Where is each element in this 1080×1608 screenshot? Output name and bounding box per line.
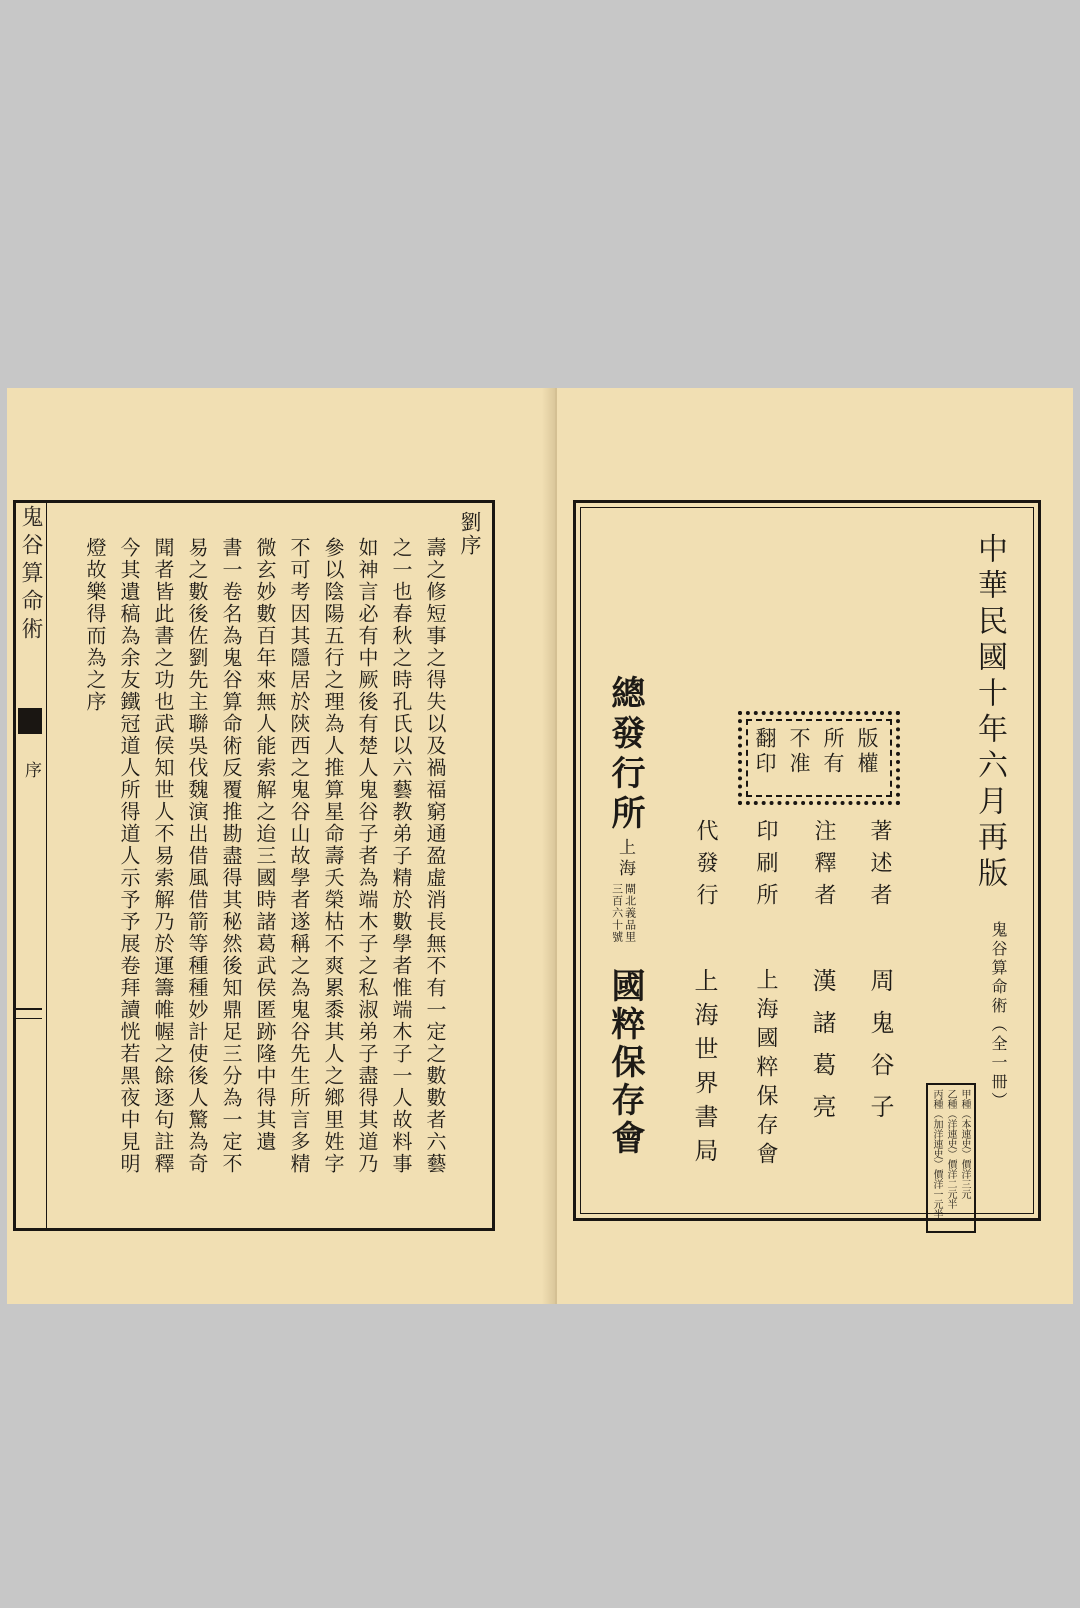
copyright-stamp — [738, 711, 900, 805]
preface-column: 聞者皆此書之功也武侯知世人不易索解乃於運籌帷幄之餘逐句註釋 — [151, 537, 175, 1175]
book-title-price-header: 鬼谷算命術（全一冊） — [989, 921, 1008, 1111]
edge-rule — [16, 1008, 42, 1010]
price-line: 甲種（本連史）價洋三元 — [959, 1089, 970, 1199]
right-page-colophon — [557, 388, 1073, 1304]
preface-column: 不可考因其隱居於陝西之鬼谷山故學者遂稱之為鬼谷先生所言多精 — [287, 537, 311, 1175]
left-page-preface — [7, 388, 555, 1304]
preface-text-area — [46, 503, 487, 1228]
credit-role: 代發行 — [693, 819, 718, 915]
credit-name: 上海世界書局 — [690, 968, 718, 1172]
stamp-column: 版權 — [855, 727, 879, 777]
preface-column: 壽之修短事之得失以及禍福窮通盈虛消長無不有一定之數數者六藝 — [423, 537, 447, 1175]
credit-name: 上海國粹保存會 — [753, 968, 778, 1171]
distributor-address: 三百六十號 — [610, 883, 624, 943]
preface-frame — [13, 500, 495, 1231]
preface-column: 今其遺稿為余友鐵冠道人所得道人示予予展卷拜讀恍若黑夜中見明 — [117, 537, 141, 1175]
preface-column: 之一也春秋之時孔氏以六藝教弟子精於數學者惟端木子一人故料事 — [389, 537, 413, 1175]
credit-name: 周鬼谷子 — [866, 968, 894, 1136]
edge-section-label: 序 — [21, 761, 41, 778]
preface-column: 易之數後佐劉先主聯吳伐魏演出借風借箭等種種妙計使後人驚為奇 — [185, 537, 209, 1175]
book-spread — [7, 388, 1073, 1304]
preface-column: 微玄妙數百年來無人能索解之迨三國時諸葛武侯匿跡隆中得其遺 — [253, 537, 277, 1153]
edge-book-title: 鬼谷算命術 — [18, 505, 43, 645]
stamp-column: 翻印 — [753, 727, 777, 777]
distributor-address: 閘北義品里 — [623, 883, 637, 943]
credit-role: 印刷所 — [753, 819, 778, 915]
page-edge-strip — [16, 503, 46, 1228]
preface-column: 燈故樂得而為之序 — [83, 537, 107, 713]
price-line: 乙種（洋連史）價洋二元半 — [945, 1089, 956, 1209]
distributor-label: 總發行所 — [605, 675, 645, 835]
preface-column: 如神言必有中厥後有楚人鬼谷子者為端木子之私淑弟子盡得其道乃 — [355, 537, 379, 1175]
credit-role: 著述者 — [867, 819, 892, 915]
stamp-column: 不准 — [787, 727, 811, 777]
credit-role: 注釋者 — [811, 819, 836, 915]
preface-column: 參以陰陽五行之理為人推算星命壽夭榮枯不爽累黍其人之鄉里姓字 — [321, 537, 345, 1175]
price-line: 丙種（加洋連史）價洋一元半 — [931, 1089, 942, 1219]
edge-rule — [16, 1018, 42, 1019]
price-box — [926, 1083, 976, 1233]
edge-fishtail-mark — [18, 708, 42, 734]
edition-date: 中華民國十年六月再版 — [972, 533, 1007, 893]
credit-name: 漢諸葛亮 — [808, 968, 836, 1136]
distributor-city: 上海 — [615, 838, 635, 880]
preface-column: 書一卷名為鬼谷算命術反覆推勘盡得其秘然後知鼎足三分為一定不 — [219, 537, 243, 1175]
colophon-frame — [573, 500, 1041, 1221]
preface-heading: 劉序 — [458, 511, 482, 557]
distributor-name: 國粹保存會 — [605, 968, 645, 1158]
stamp-column: 所有 — [821, 727, 845, 777]
